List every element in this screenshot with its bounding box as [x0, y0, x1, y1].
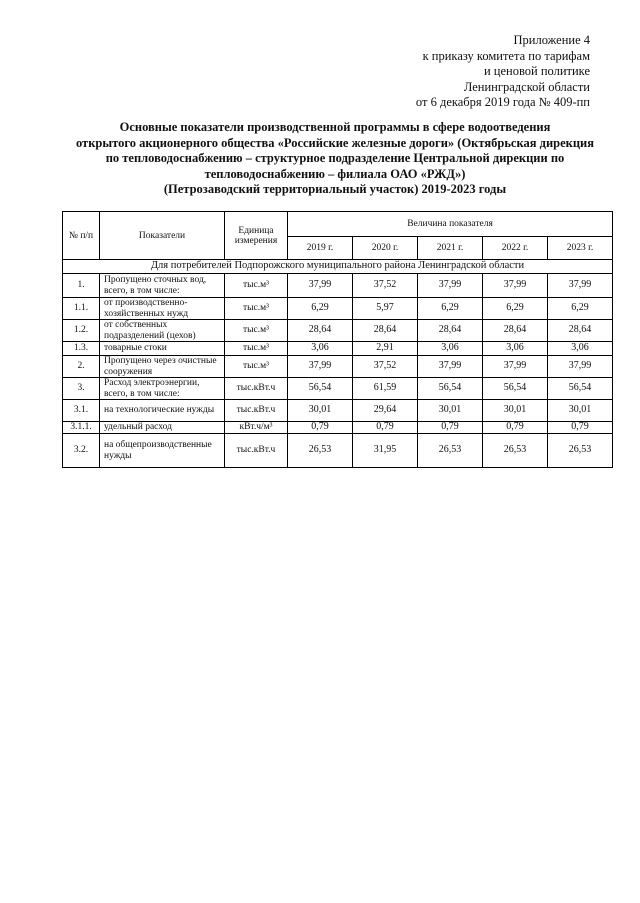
- row-value: 56,54: [418, 378, 483, 400]
- table-row: [63, 422, 613, 434]
- row-value: 2,91: [353, 342, 418, 356]
- row-value: 31,95: [353, 434, 418, 468]
- row-indicator: Пропущено сточных вод, всего, в том числе:: [100, 274, 225, 298]
- row-value: 26,53: [548, 434, 613, 468]
- header-indicator: Показатели: [100, 212, 225, 260]
- row-unit: тыс.м³: [225, 274, 288, 298]
- row-value: 6,29: [483, 298, 548, 320]
- row-num: 2.: [63, 356, 100, 378]
- title-line: открытого акционерного общества «Российские железные дороги» (Октябрьская дирекция: [75, 135, 595, 150]
- row-value: 56,54: [288, 378, 353, 400]
- row-value: 37,99: [418, 356, 483, 378]
- row-value: 61,59: [353, 378, 418, 400]
- row-unit: тыс.кВт.ч: [225, 434, 288, 468]
- row-value: 28,64: [418, 320, 483, 342]
- document-title: [55, 120, 615, 198]
- row-num: 3.1.: [63, 400, 100, 422]
- row-unit: кВт.ч/м³: [225, 422, 288, 434]
- row-value: 26,53: [418, 434, 483, 468]
- header-num: № п/п: [63, 212, 100, 260]
- row-unit: тыс.кВт.ч: [225, 378, 288, 400]
- table-row: [63, 320, 613, 342]
- appendix-line: Приложение 4: [513, 33, 590, 47]
- row-indicator: удельный расход: [100, 422, 225, 434]
- title-line: Основные показатели производственной программы в сфере водоотведения: [119, 120, 551, 134]
- appendix-line: от 6 декабря 2019 года № 409-пп: [415, 95, 590, 109]
- section-row: Для потребителей Подпорожского муниципального района Ленинградской области: [63, 260, 613, 274]
- table-row: [63, 274, 613, 298]
- appendix-line: к приказу комитета по тарифам: [422, 48, 590, 63]
- row-value: 37,99: [288, 274, 353, 298]
- row-value: 28,64: [548, 320, 613, 342]
- row-value: 37,52: [353, 274, 418, 298]
- row-value: 26,53: [483, 434, 548, 468]
- row-num: 3.: [63, 378, 100, 400]
- header-unit: Единица измерения: [225, 212, 288, 260]
- row-indicator: от собственных подразделений (цехов): [100, 320, 225, 342]
- title-line: тепловодоснабжению – филиала ОАО «РЖД»): [204, 166, 466, 181]
- row-num: 1.: [63, 274, 100, 298]
- row-value: 3,06: [548, 342, 613, 356]
- appendix-block: [360, 33, 590, 111]
- row-value: 6,29: [548, 298, 613, 320]
- header-year: 2019 г.: [288, 237, 353, 260]
- row-unit: тыс.м³: [225, 356, 288, 378]
- row-num: 1.1.: [63, 298, 100, 320]
- row-num: 1.2.: [63, 320, 100, 342]
- row-value: 30,01: [418, 400, 483, 422]
- header-year: 2021 г.: [418, 237, 483, 260]
- appendix-line: и ценовой политике: [483, 64, 590, 78]
- row-value: 28,64: [288, 320, 353, 342]
- row-value: 29,64: [353, 400, 418, 422]
- row-value: 30,01: [288, 400, 353, 422]
- row-value: 28,64: [353, 320, 418, 342]
- header-year: 2022 г.: [483, 237, 548, 260]
- table-row: [63, 400, 613, 422]
- row-value: 37,99: [483, 274, 548, 298]
- row-unit: тыс.м³: [225, 342, 288, 356]
- row-num: 3.1.1.: [63, 422, 100, 434]
- row-indicator: товарные стоки: [100, 342, 225, 356]
- appendix-line: Ленинградской области: [463, 79, 590, 94]
- row-value: 37,99: [548, 274, 613, 298]
- title-line: (Петрозаводский территориальный участок) 2019-2023 годы: [163, 182, 507, 196]
- row-value: 3,06: [418, 342, 483, 356]
- row-value: 28,64: [483, 320, 548, 342]
- row-value: 56,54: [548, 378, 613, 400]
- row-value: 6,29: [418, 298, 483, 320]
- row-value: 3,06: [288, 342, 353, 356]
- row-indicator: Пропущено через очистные сооружения: [100, 356, 225, 378]
- table-row: [63, 378, 613, 400]
- row-value: 26,53: [288, 434, 353, 468]
- row-value: 0,79: [353, 422, 418, 434]
- row-indicator: на общепроизводственные нужды: [100, 434, 225, 468]
- row-value: 37,99: [548, 356, 613, 378]
- header-year: 2020 г.: [353, 237, 418, 260]
- row-value: 37,52: [353, 356, 418, 378]
- row-unit: тыс.м³: [225, 320, 288, 342]
- row-indicator: от производственно-хозяйственных нужд: [100, 298, 225, 320]
- row-num: 1.3.: [63, 342, 100, 356]
- row-value: 0,79: [548, 422, 613, 434]
- row-value: 30,01: [548, 400, 613, 422]
- row-num: 3.2.: [63, 434, 100, 468]
- title-line: по тепловодоснабжению – структурное подразделение Центральной дирекции по: [105, 151, 565, 165]
- table-row: [63, 434, 613, 468]
- row-value: 0,79: [418, 422, 483, 434]
- row-value: 30,01: [483, 400, 548, 422]
- row-value: 37,99: [483, 356, 548, 378]
- header-year: 2023 г.: [548, 237, 613, 260]
- row-value: 37,99: [288, 356, 353, 378]
- row-value: 37,99: [418, 274, 483, 298]
- table-row: [63, 298, 613, 320]
- table-row: [63, 356, 613, 378]
- row-value: 3,06: [483, 342, 548, 356]
- row-value: 0,79: [483, 422, 548, 434]
- indicators-table: [62, 211, 613, 468]
- row-unit: тыс.кВт.ч: [225, 400, 288, 422]
- row-value: 6,29: [288, 298, 353, 320]
- row-value: 56,54: [483, 378, 548, 400]
- row-unit: тыс.м³: [225, 298, 288, 320]
- row-indicator: Расход электроэнергии, всего, в том числе:: [100, 378, 225, 400]
- row-value: 5,97: [353, 298, 418, 320]
- table-row: [63, 342, 613, 356]
- row-value: 0,79: [288, 422, 353, 434]
- header-value: Величина показателя: [288, 212, 613, 237]
- row-indicator: на технологические нужды: [100, 400, 225, 422]
